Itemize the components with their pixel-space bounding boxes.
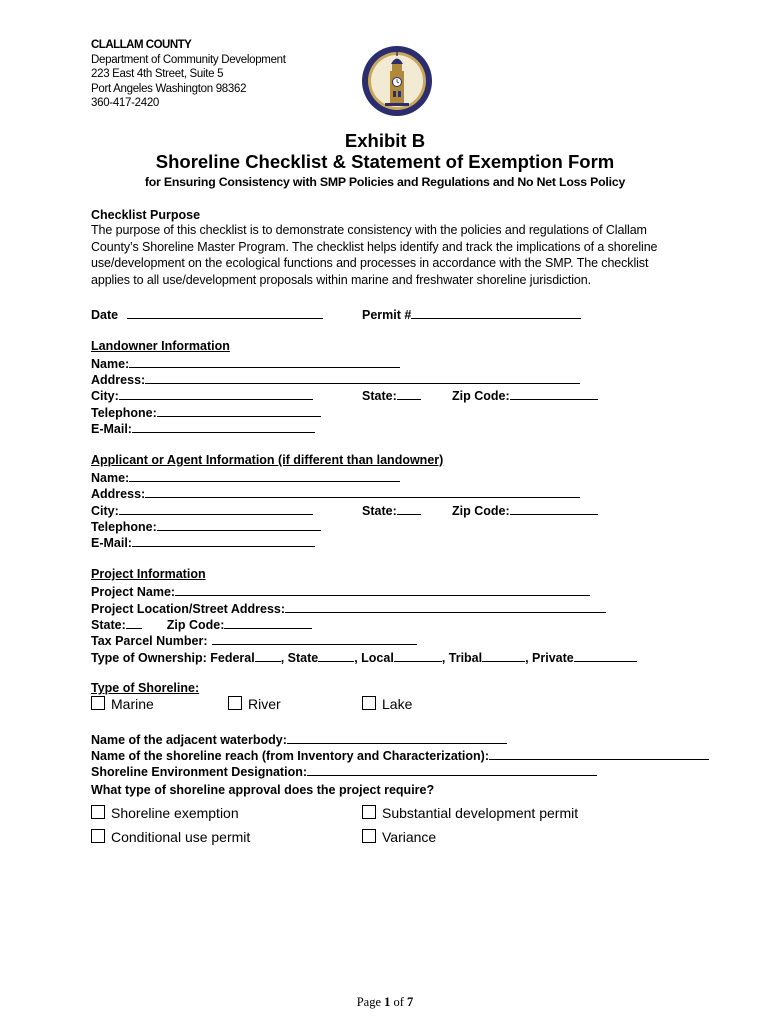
project-state-zip-row (91, 616, 312, 632)
project-state-field[interactable] (126, 616, 142, 629)
approval-variance-option[interactable] (362, 829, 436, 845)
ownership-private-label: , Private (525, 651, 574, 665)
permit-row (362, 306, 581, 322)
applicant-zip-label: Zip Code: (452, 504, 510, 518)
project-name-field[interactable] (175, 583, 590, 596)
ownership-row (91, 649, 637, 665)
marine-checkbox[interactable] (91, 696, 105, 710)
tax-parcel-field[interactable] (212, 632, 417, 645)
landowner-state-field[interactable] (397, 387, 421, 400)
landowner-email-label: E-Mail: (91, 422, 132, 436)
project-zip-field[interactable] (224, 616, 312, 629)
applicant-state-label: State: (362, 504, 397, 518)
shoreline-reach-field[interactable] (489, 747, 709, 760)
county-seal-icon (361, 45, 433, 117)
lake-label: Lake (382, 696, 413, 712)
environment-designation-label: Shoreline Environment Designation: (91, 765, 307, 779)
tax-parcel-row (91, 632, 417, 648)
ownership-state-label: , State (280, 651, 319, 665)
river-checkbox[interactable] (228, 696, 242, 710)
conditional-use-checkbox[interactable] (91, 829, 105, 843)
shoreline-exemption-label: Shoreline exemption (111, 805, 239, 821)
exhibit-title: Exhibit B (344, 130, 426, 151)
applicant-state-row (362, 502, 421, 518)
applicant-address-field[interactable] (145, 485, 580, 498)
project-name-label: Project Name: (91, 585, 176, 599)
applicant-state-field[interactable] (397, 502, 421, 515)
ownership-federal-field[interactable] (255, 649, 281, 662)
project-zip-label: Zip Code: (166, 618, 225, 632)
landowner-city-field[interactable] (119, 387, 313, 400)
shoreline-river-option[interactable] (228, 696, 281, 712)
current-page: 1 (384, 995, 391, 1009)
landowner-zip-row (452, 387, 598, 403)
landowner-name-label: Name: (91, 357, 130, 371)
applicant-city-label: City: (91, 504, 119, 518)
variance-checkbox[interactable] (362, 829, 376, 843)
adjacent-waterbody-field[interactable] (287, 731, 507, 744)
shoreline-lake-option[interactable] (362, 696, 412, 712)
applicant-email-field[interactable] (132, 534, 315, 547)
landowner-address-row (91, 371, 580, 387)
project-location-row (91, 600, 606, 616)
landowner-telephone-field[interactable] (157, 404, 321, 417)
applicant-telephone-label: Telephone: (91, 520, 157, 534)
approval-question: What type of shoreline approval does the project require? (91, 783, 435, 797)
adjacent-waterbody-row (91, 731, 507, 747)
landowner-email-row (91, 420, 315, 436)
landowner-city-label: City: (91, 389, 119, 403)
landowner-email-field[interactable] (132, 420, 315, 433)
form-subtitle: for Ensuring Consistency with SMP Policies and Regulations and No Net Loss Policy (144, 175, 626, 189)
conditional-use-label: Conditional use permit (111, 829, 251, 845)
ownership-tribal-field[interactable] (482, 649, 525, 662)
environment-designation-row (91, 763, 597, 779)
substantial-development-label: Substantial development permit (382, 805, 579, 821)
landowner-city-row (91, 387, 313, 403)
marine-label: Marine (111, 696, 154, 712)
ownership-state-field[interactable] (318, 649, 354, 662)
applicant-name-field[interactable] (129, 469, 400, 482)
variance-label: Variance (382, 829, 437, 845)
of-word: of (393, 995, 404, 1009)
project-location-label: Project Location/Street Address: (91, 602, 286, 616)
substantial-development-checkbox[interactable] (362, 805, 376, 819)
applicant-address-row (91, 485, 580, 501)
date-field[interactable] (127, 306, 323, 319)
county-name: CLALLAM COUNTY (91, 39, 192, 51)
landowner-state-label: State: (362, 389, 397, 403)
shoreline-exemption-checkbox[interactable] (91, 805, 105, 819)
project-state-label: State: (91, 618, 126, 632)
landowner-heading: Landowner Information (91, 339, 230, 353)
ownership-label: Type of Ownership: (91, 651, 207, 665)
approval-substantial-development-option[interactable] (362, 805, 578, 821)
page-number (0, 995, 770, 1010)
applicant-email-label: E-Mail: (91, 536, 132, 550)
department-name: Department of Community Development (91, 53, 286, 66)
applicant-city-field[interactable] (119, 502, 313, 515)
approval-shoreline-exemption-option[interactable] (91, 805, 239, 821)
ownership-local-label: , Local (354, 651, 394, 665)
applicant-name-row (91, 469, 400, 485)
date-row (91, 306, 323, 322)
river-label: River (248, 696, 281, 712)
applicant-telephone-row (91, 518, 321, 534)
landowner-telephone-label: Telephone: (91, 406, 157, 420)
permit-label: Permit # (362, 308, 412, 322)
landowner-address-label: Address: (91, 373, 146, 387)
shoreline-reach-row (91, 747, 709, 763)
ownership-federal-label: Federal (210, 651, 255, 665)
page-word: Page (356, 995, 381, 1009)
shoreline-marine-option[interactable] (91, 696, 154, 712)
purpose-heading: Checklist Purpose (91, 208, 201, 222)
landowner-telephone-row (91, 404, 321, 420)
approval-conditional-use-option[interactable] (91, 829, 250, 845)
landowner-zip-field[interactable] (510, 387, 598, 400)
city-address: Port Angeles Washington 98362 (91, 82, 247, 95)
project-heading: Project Information (91, 567, 206, 581)
county-address-block (91, 38, 286, 111)
permit-field[interactable] (411, 306, 581, 319)
date-label: Date (91, 308, 119, 322)
street-address: 223 East 4th Street, Suite 5 (91, 68, 224, 80)
applicant-heading: Applicant or Agent Information (if different than landowner) (91, 453, 444, 467)
applicant-name-label: Name: (91, 471, 130, 485)
applicant-zip-row (452, 502, 598, 518)
form-title: Shoreline Checklist & Statement of Exemption Form (155, 151, 615, 172)
landowner-state-row (362, 387, 421, 403)
environment-designation-field[interactable] (307, 763, 597, 776)
applicant-city-row (91, 502, 313, 518)
total-pages: 7 (407, 995, 414, 1009)
project-name-row (91, 583, 590, 599)
project-location-field[interactable] (285, 600, 606, 613)
phone-number: 360-417-2420 (91, 97, 160, 109)
tax-parcel-label: Tax Parcel Number: (91, 634, 208, 648)
landowner-zip-label: Zip Code: (452, 389, 510, 403)
applicant-email-row (91, 534, 315, 550)
applicant-zip-field[interactable] (510, 502, 598, 515)
landowner-name-row (91, 355, 400, 371)
shoreline-type-heading: Type of Shoreline: (91, 681, 200, 695)
ownership-private-field[interactable] (574, 649, 637, 662)
ownership-tribal-label: , Tribal (441, 651, 483, 665)
applicant-address-label: Address: (91, 487, 146, 501)
applicant-telephone-field[interactable] (157, 518, 321, 531)
lake-checkbox[interactable] (362, 696, 376, 710)
ownership-local-field[interactable] (394, 649, 442, 662)
shoreline-reach-label: Name of the shoreline reach (from Inventory and Characterization): (91, 749, 489, 763)
landowner-name-field[interactable] (129, 355, 400, 368)
landowner-address-field[interactable] (145, 371, 580, 384)
adjacent-waterbody-label: Name of the adjacent waterbody: (91, 733, 287, 747)
purpose-text: The purpose of this checklist is to demonstrate consistency with the policies and regulations of Clallam County’s Shoreline Master Program. The checklist helps identify and track the implications of a shoreline use/development on the ecological functions and processes in accordance with the SMP. The checklist applies to all use/development proposals within marine and freshwater shoreline jurisdiction. (91, 223, 658, 287)
